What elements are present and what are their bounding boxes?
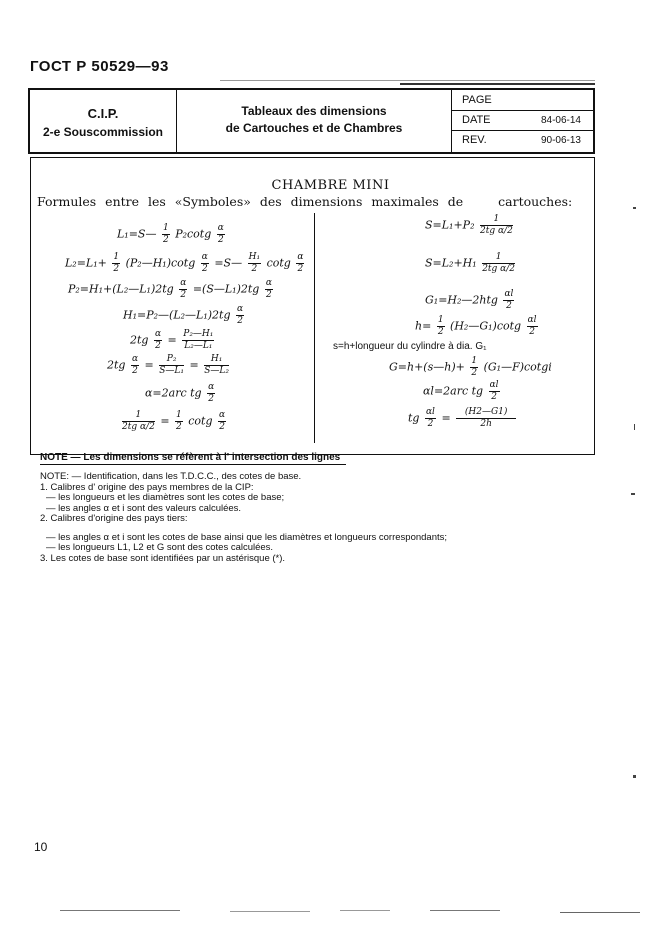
denominator: 2 (437, 327, 444, 337)
numerator: αl (527, 315, 537, 325)
denominator: 2 (266, 290, 272, 300)
bottom-rule (430, 910, 500, 911)
formula-text: 2tg (107, 358, 126, 372)
bottom-rule (230, 911, 310, 912)
formula-2tg-b (107, 354, 231, 377)
fraction (437, 315, 445, 338)
numerator: 1 (122, 410, 155, 422)
section-title: CHAMBRE MINI (271, 178, 390, 193)
formula-text: cotg (188, 414, 213, 428)
numerator: α (219, 410, 226, 420)
fraction (207, 382, 215, 405)
denominator: L₂—L₁ (184, 341, 213, 351)
numerator: H₁ (204, 354, 229, 366)
denominator: 2tg α/2 (482, 264, 515, 274)
formula-text: L₁=S— (117, 227, 157, 241)
fraction (217, 223, 225, 246)
fraction (480, 214, 513, 237)
bottom-rule (340, 910, 390, 911)
formula-text: =S— (214, 256, 243, 270)
denominator: 2h (480, 419, 492, 429)
formula-heading-right: cartouches: (498, 194, 573, 209)
formula-alpha (145, 382, 217, 405)
fraction (131, 354, 139, 377)
formula-text: S=L₁+P₂ (425, 218, 475, 232)
formula-text: αl=2arc tg (423, 384, 484, 398)
top-rule (220, 80, 595, 81)
fraction (470, 356, 478, 379)
denominator: 2 (201, 264, 208, 274)
fraction (248, 252, 261, 275)
numerator: P₂ (159, 354, 184, 366)
formula-L2 (65, 252, 306, 275)
formula-text: (H₂—G₁)cotg (450, 319, 522, 333)
denominator: 2 (132, 366, 138, 376)
numerator: α (154, 329, 162, 339)
denominator: 2 (113, 264, 120, 274)
formula-2tg-a (130, 329, 216, 352)
formula-text: = (144, 358, 154, 372)
numerator: 1 (162, 223, 169, 233)
numerator: α (201, 252, 208, 262)
fraction (296, 252, 304, 275)
notes-list (40, 472, 447, 564)
fraction (204, 354, 229, 377)
header-table (28, 88, 595, 154)
formula-G1 (425, 289, 516, 312)
numerator: α (180, 278, 187, 288)
formula-alpha-l (423, 380, 502, 403)
date-label: DATE (462, 114, 491, 126)
denominator: 2 (529, 327, 535, 337)
note-line: — les angles α et i sont les cotes de base ainsi que les diamètres et longueurs correspondants; (46, 531, 448, 543)
formula-tg (408, 407, 518, 430)
numerator: α (131, 354, 139, 364)
page-row (452, 90, 593, 111)
note-line: NOTE: — Identification, dans les T.D.C.C., des cotes de base. (40, 471, 302, 482)
formula-text: G₁=H₂—2htg (425, 293, 498, 307)
note-line: 1. Calibres d' origine des pays membres de la CIP: (40, 481, 254, 493)
scan-speck (634, 424, 635, 430)
meta-cell (452, 90, 593, 152)
denominator: S—L₂ (204, 366, 229, 376)
numerator: 1 (480, 214, 513, 226)
fraction (159, 354, 184, 377)
formula-text: α=2arc tg (145, 386, 202, 400)
note-line: — les angles α et i sont des valeurs calculées. (46, 502, 242, 514)
formula-L1 (117, 223, 227, 246)
rev-value: 90-06-13 (540, 135, 581, 146)
formula-text: tg (408, 411, 420, 425)
formula-text: P₂cotg (175, 227, 212, 241)
formula-text: (P₂—H₁)cotg (125, 256, 196, 270)
scan-speck (633, 775, 636, 778)
denominator: 2 (427, 419, 434, 429)
fraction (112, 252, 120, 275)
numerator: 1 (471, 356, 478, 366)
denominator: 2 (180, 290, 187, 300)
formula-heading-left: Formules entre les «Symboles» des dimensions maximales de (37, 194, 464, 209)
formula-text: h= (415, 319, 432, 333)
formula-s-text: s=h+longueur du cylindre à dia. G₁ (333, 341, 487, 352)
numerator: αl (504, 289, 514, 299)
denominator: 2 (491, 392, 497, 402)
denominator: 2 (208, 394, 214, 404)
formula-text: = (167, 333, 177, 347)
numerator: H₁ (248, 252, 261, 262)
formula-text: (G₁—F)cotgi (483, 360, 552, 374)
numerator: α (217, 223, 224, 233)
denominator: 2 (155, 341, 161, 351)
formula-text: = (160, 414, 170, 428)
org-name: C.I.P. (87, 106, 119, 121)
bottom-rule (60, 910, 180, 911)
numerator: (H2—G1) (456, 407, 516, 419)
formula-text: P₂=H₁+(L₂—L₁)2tg (68, 282, 174, 296)
numerator: αl (489, 380, 499, 390)
top-rule-bold (400, 83, 595, 85)
fraction (425, 407, 436, 430)
numerator: α (297, 252, 304, 262)
numerator: α (208, 382, 215, 392)
fraction (201, 252, 209, 275)
fraction (179, 278, 187, 301)
numerator: α (237, 304, 244, 314)
denominator: 2tg α/2 (122, 422, 155, 432)
denominator: 2 (297, 264, 304, 274)
formula-heading (37, 194, 572, 209)
org-subcommission: 2-e Souscommission (42, 125, 164, 139)
numerator: 1 (176, 410, 182, 420)
rev-label: REV. (462, 134, 487, 146)
note-line: 3. Les cotes de base sont identifiées par un astérisque (*). (40, 552, 286, 564)
page-number: 10 (34, 840, 48, 854)
numerator: 1 (437, 315, 444, 325)
fraction (265, 278, 273, 301)
rev-row (452, 130, 593, 150)
fraction (456, 407, 516, 430)
formula-text: L₂=L₁+ (65, 256, 107, 270)
fraction (236, 304, 244, 327)
fraction (162, 223, 170, 246)
fraction (489, 380, 500, 403)
formula-G (389, 356, 552, 379)
formula-text: G=h+(s—h)+ (389, 360, 465, 374)
scan-speck (631, 493, 635, 495)
formula-S2 (425, 252, 517, 275)
denominator: 2 (471, 368, 478, 378)
note-intersection: NOTE — Les dimensions se réfèrent à l' intersection des lignes (40, 452, 341, 463)
note-line: — les longueurs L1, L2 et G sont des cotes calculées. (46, 542, 274, 553)
denominator: 2tg α/2 (480, 226, 513, 236)
page-label: PAGE (462, 94, 492, 106)
formula-cotg (120, 410, 228, 433)
note-line: — les longueurs et les diamètres sont les cotes de base; (46, 492, 285, 503)
document-title-cell (177, 90, 452, 152)
denominator: S—L₁ (159, 366, 185, 376)
denominator: 2 (237, 316, 243, 326)
formula-text: cotg (266, 256, 291, 270)
fraction (122, 410, 155, 433)
date-value: 84-06-14 (540, 115, 581, 126)
fraction (503, 289, 514, 312)
organisation-cell (30, 90, 177, 152)
date-row (452, 110, 593, 131)
document-title-line2: de Cartouches et de Chambres (225, 121, 403, 135)
column-divider (314, 213, 315, 443)
formula-text: 2tg (130, 333, 149, 347)
formula-h (415, 315, 540, 338)
formula-text: = (441, 411, 451, 425)
denominator: 2 (217, 235, 224, 245)
scan-speck (633, 207, 636, 209)
numerator: 1 (113, 252, 120, 262)
note-line: 2. Calibres d'origine des pays tiers: (40, 513, 188, 524)
numerator: 1 (482, 252, 515, 264)
formula-text: = (189, 358, 199, 372)
formula-S1 (425, 214, 515, 237)
numerator: αl (425, 407, 435, 417)
formula-P2 (68, 278, 275, 301)
fraction (175, 410, 183, 433)
fraction (482, 252, 515, 275)
formula-text: S=L₂+H₁ (425, 256, 477, 270)
formula-H1 (123, 304, 246, 327)
fraction (154, 329, 162, 352)
formula-text: =(S—L₁)2tg (192, 282, 260, 296)
numerator: P₂—H₁ (183, 329, 214, 339)
denominator: 2 (506, 301, 512, 311)
fraction (182, 329, 214, 352)
bottom-rule (560, 912, 640, 913)
denominator: 2 (162, 235, 169, 245)
numerator: α (265, 278, 272, 288)
formula-text: H₁=P₂—(L₂—L₁)2tg (123, 308, 231, 322)
standard-number: ГОСТ Р 50529—93 (30, 58, 169, 75)
fraction (527, 315, 538, 338)
denominator: 2 (251, 264, 258, 274)
denominator: 2 (219, 422, 225, 432)
fraction (218, 410, 226, 433)
denominator: 2 (176, 422, 182, 432)
document-title-line1: Tableaux des dimensions (241, 104, 387, 118)
